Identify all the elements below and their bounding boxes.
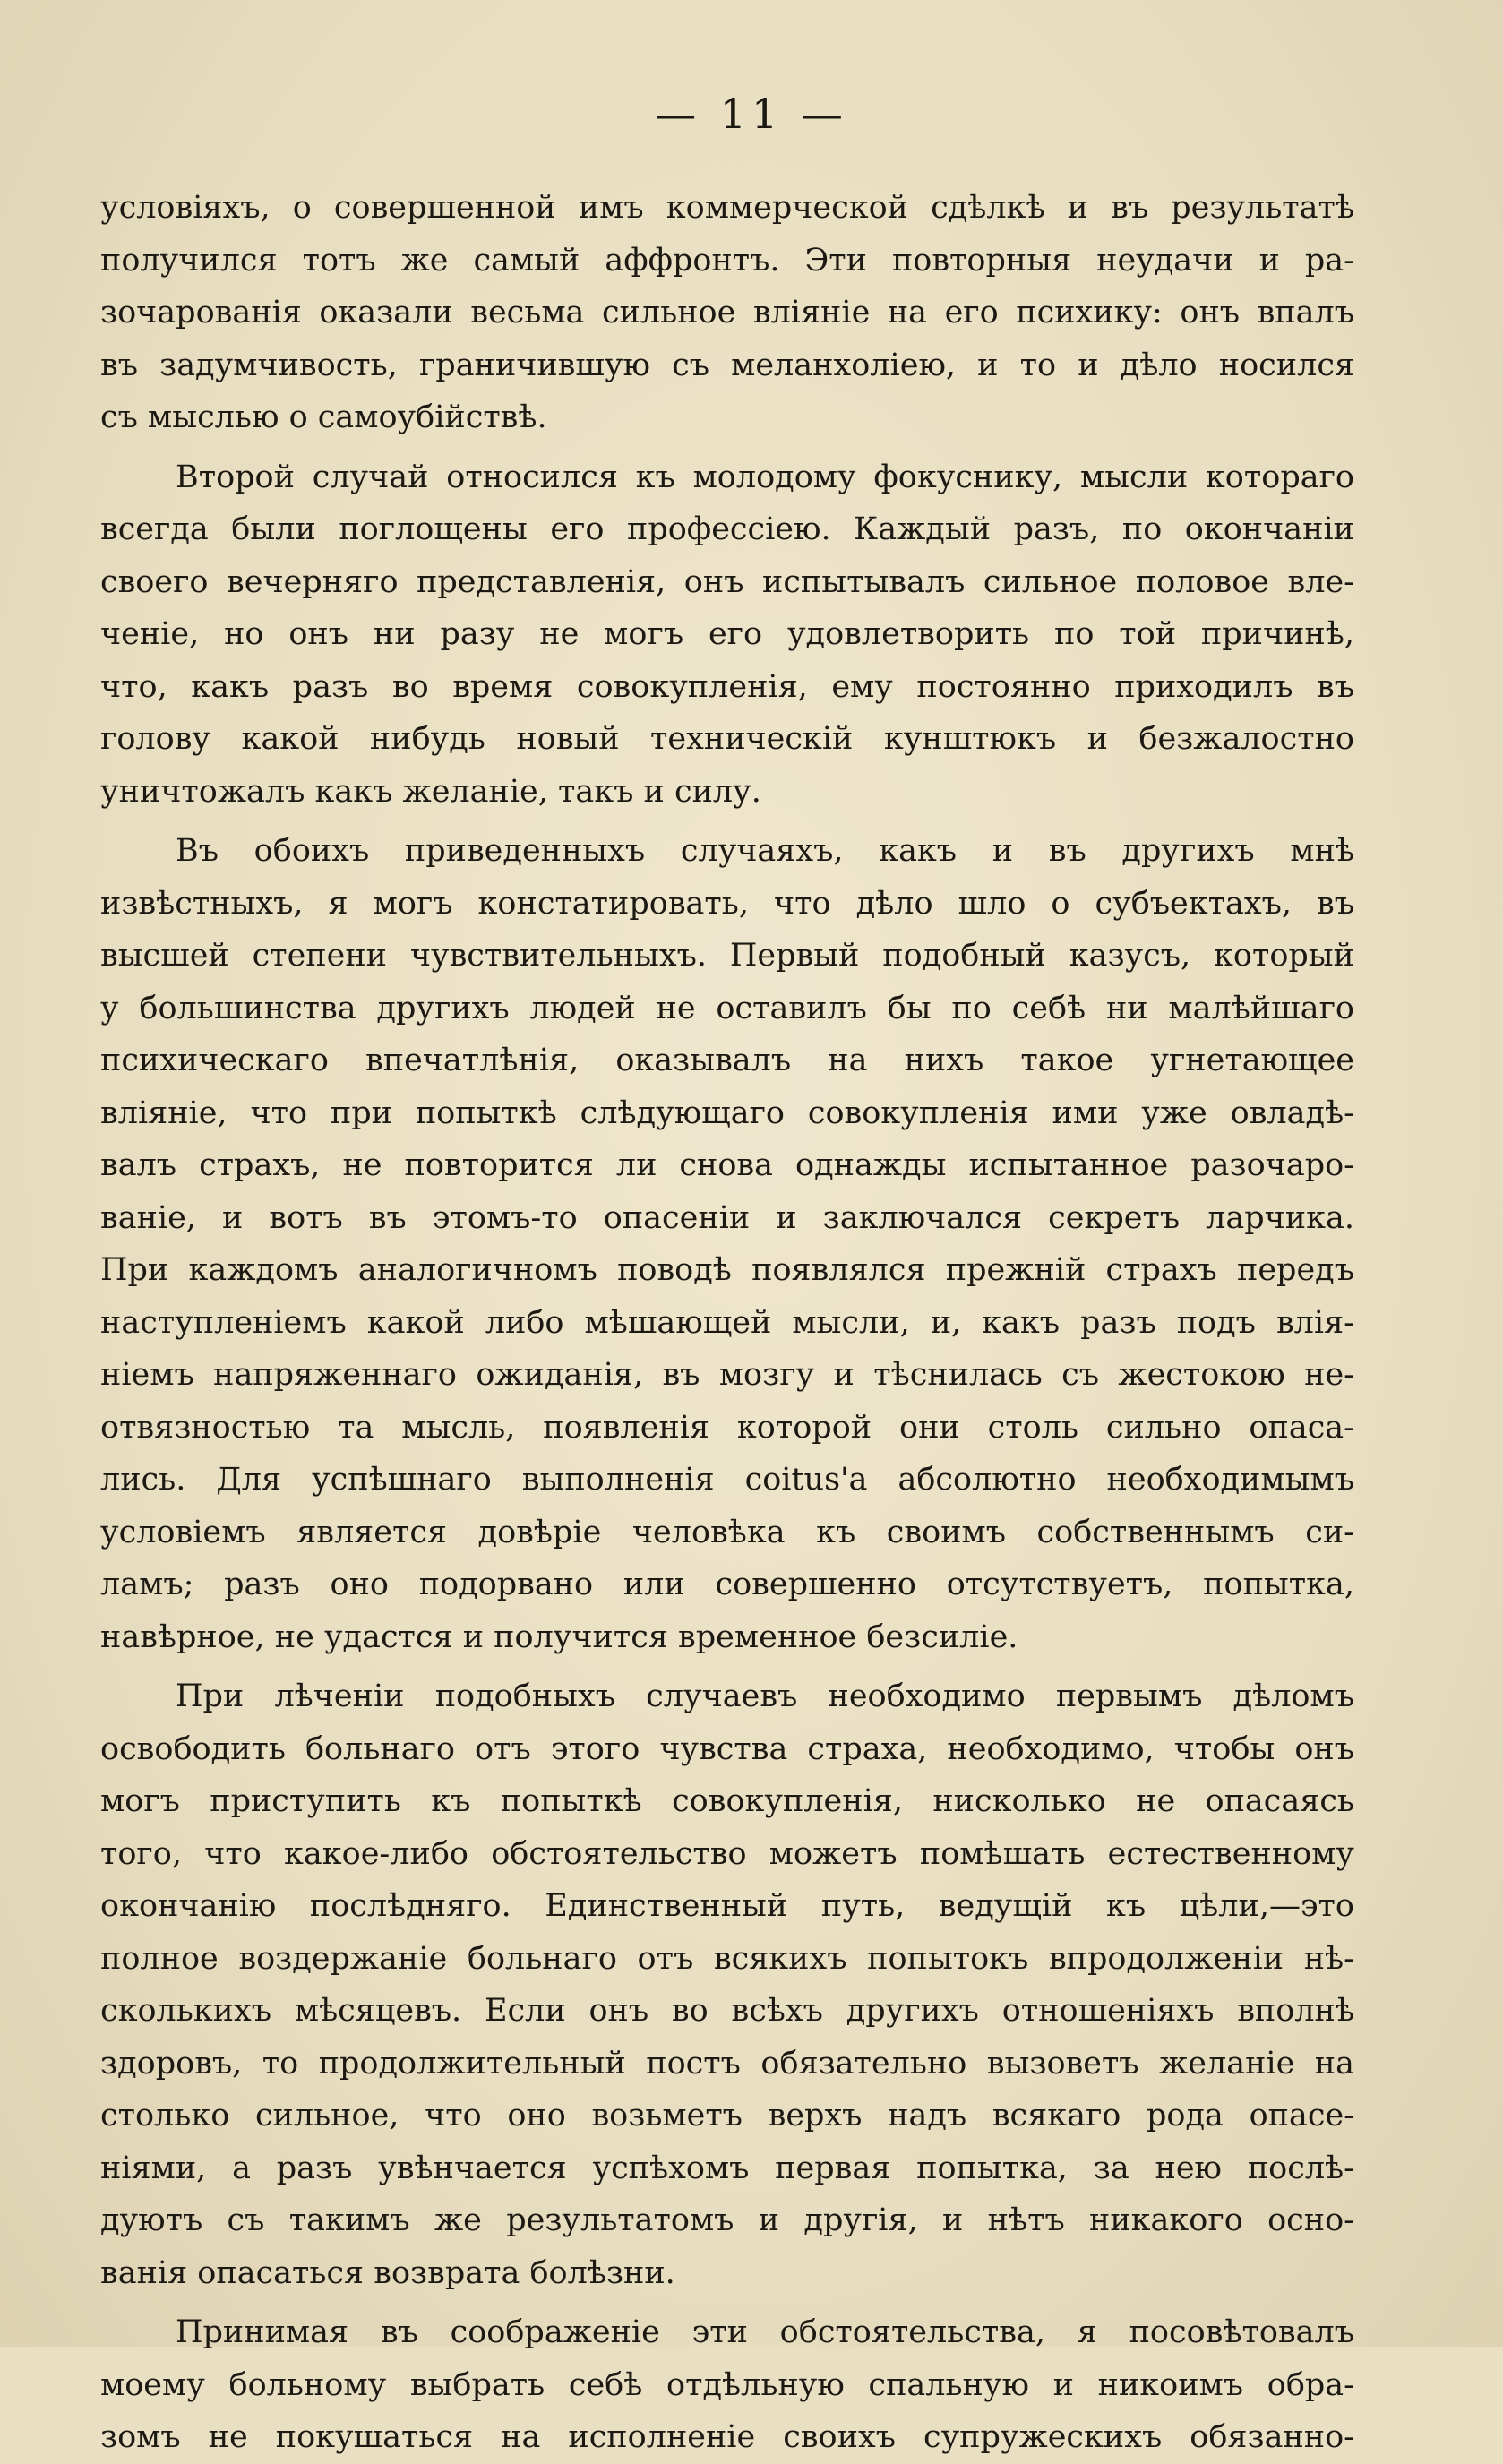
text-line: уничтожалъ какъ желаніе, такъ и силу. — [100, 773, 761, 810]
text-line: ніемъ напряженнаго ожиданія, въ мозгу и тѣснилась съ жестокою не- — [100, 1357, 1354, 1393]
text-line: здоровъ, то продолжительный постъ обязательно вызоветъ желаніе на — [100, 2045, 1354, 2082]
text-line: что, какъ разъ во время совокупленія, ему постоянно приходилъ въ — [100, 668, 1354, 705]
text-line: вліяніе, что при попыткѣ слѣдующаго совокупленія ими уже овладѣ- — [100, 1095, 1354, 1131]
text-line: условіемъ является довѣріе человѣка къ своимъ собственнымъ си- — [100, 1514, 1354, 1550]
text-line: всегда были поглощены его профессіею. Каждый разъ, по окончаніи — [100, 511, 1354, 547]
text-line: дуютъ съ такимъ же результатомъ и другія, и нѣтъ никакого осно- — [100, 2202, 1354, 2238]
text-line: столько сильное, что оно возьметъ верхъ надъ всякаго рода опасе- — [100, 2098, 1354, 2133]
text-line: извѣстныхъ, я могъ констатировать, что дѣло шло о субъектахъ, въ — [100, 885, 1354, 922]
text-line: ніями, а разъ увѣнчается успѣхомъ первая попытка, за нею послѣ- — [100, 2150, 1354, 2186]
text-line: моему больному выбрать себѣ отдѣльную спальную и никоимъ обра- — [100, 2366, 1354, 2403]
text-line: отвязностью та мысль, появленія которой они столь сильно опаса- — [100, 1409, 1354, 1446]
text-line: Принимая въ соображеніе эти обстоятельства, я посовѣтовалъ — [176, 2314, 1354, 2350]
text-line: своего вечерняго представленія, онъ испытывалъ сильное половое вле- — [100, 563, 1354, 600]
text-line: въ задумчивость, граничившую съ меланхоліею, и то и дѣло носился — [100, 347, 1354, 383]
page-number: — 11 — — [655, 90, 848, 138]
text-line: получился тотъ же самый аффронтъ. Эти повторныя неудачи и ра- — [100, 242, 1354, 279]
text-line: зочарованія оказали весьма сильное вліяніе на его психику: онъ впалъ — [100, 295, 1354, 331]
paragraph — [100, 451, 1354, 819]
text-line: При лѣченіи подобныхъ случаевъ необходимо первымъ дѣломъ — [176, 1678, 1354, 1714]
text-line: ченіе, но онъ ни разу не могъ его удовлетворить по той причинѣ, — [100, 616, 1354, 652]
text-line: сколькихъ мѣсяцевъ. Если онъ во всѣхъ другихъ отношеніяхъ вполнѣ — [100, 1993, 1354, 2029]
body-text — [100, 182, 1354, 2464]
text-line: лись. Для успѣшнаго выполненія coitus'а абсолютно необходимымъ — [100, 1462, 1354, 1498]
text-line: валъ страхъ, не повторится ли снова однажды испытанное разочаро- — [100, 1147, 1354, 1183]
text-line: При каждомъ аналогичномъ поводѣ появлялся прежній страхъ передъ — [100, 1252, 1354, 1288]
text-line: полное воздержаніе больнаго отъ всякихъ попытокъ впродолженіи нѣ- — [100, 1940, 1354, 1977]
text-line: ламъ; разъ оно подорвано или совершенно отсутствуетъ, попытка, — [100, 1567, 1354, 1602]
paragraph — [100, 2306, 1354, 2464]
text-line: голову какой нибудь новый техническій кунштюкъ и безжалостно — [100, 721, 1354, 757]
text-line: навѣрное, не удастся и получится временное безсиліе. — [100, 1618, 1018, 1655]
text-line: могъ приступить къ попыткѣ совокупленія, нисколько не опасаясь — [100, 1783, 1354, 1819]
text-line: освободить больнаго отъ этого чувства страха, необходимо, чтобы онъ — [100, 1730, 1354, 1767]
text-line: Въ обоихъ приведенныхъ случаяхъ, какъ и въ другихъ мнѣ — [176, 833, 1354, 869]
text-line: наступленіемъ какой либо мѣшающей мысли, и, какъ разъ подъ влія- — [100, 1304, 1354, 1341]
text-line: ваніе, и вотъ въ этомъ-то опасеніи и заключался секретъ ларчика. — [100, 1199, 1354, 1236]
text-line: съ мыслью о самоубійствѣ. — [100, 399, 547, 435]
text-line: ванія опасаться возврата болѣзни. — [100, 2254, 675, 2291]
text-line: психическаго впечатлѣнія, оказывалъ на нихъ такое угнетающее — [100, 1043, 1354, 1078]
text-line: окончанію послѣдняго. Единственный путь, ведущій къ цѣли,—это — [100, 1888, 1354, 1924]
text-line: условіяхъ, о совершенной имъ коммерческой сдѣлкѣ и въ результатѣ — [100, 190, 1354, 226]
paragraph — [100, 825, 1354, 1663]
text-line: того, что какое-либо обстоятельство можетъ помѣшать естественному — [100, 1835, 1354, 1872]
paragraph — [100, 1670, 1354, 2299]
text-line: у большинства другихъ людей не оставилъ бы по себѣ ни малѣйшаго — [100, 990, 1354, 1026]
text-line: зомъ не покушаться на исполненіе своихъ супружескихъ обязанно- — [100, 2419, 1354, 2455]
text-line: Второй случай относился къ молодому фокуснику, мысли котораго — [176, 459, 1354, 495]
text-line: высшей степени чувствительныхъ. Первый подобный казусъ, который — [100, 938, 1354, 974]
paragraph — [100, 182, 1354, 444]
